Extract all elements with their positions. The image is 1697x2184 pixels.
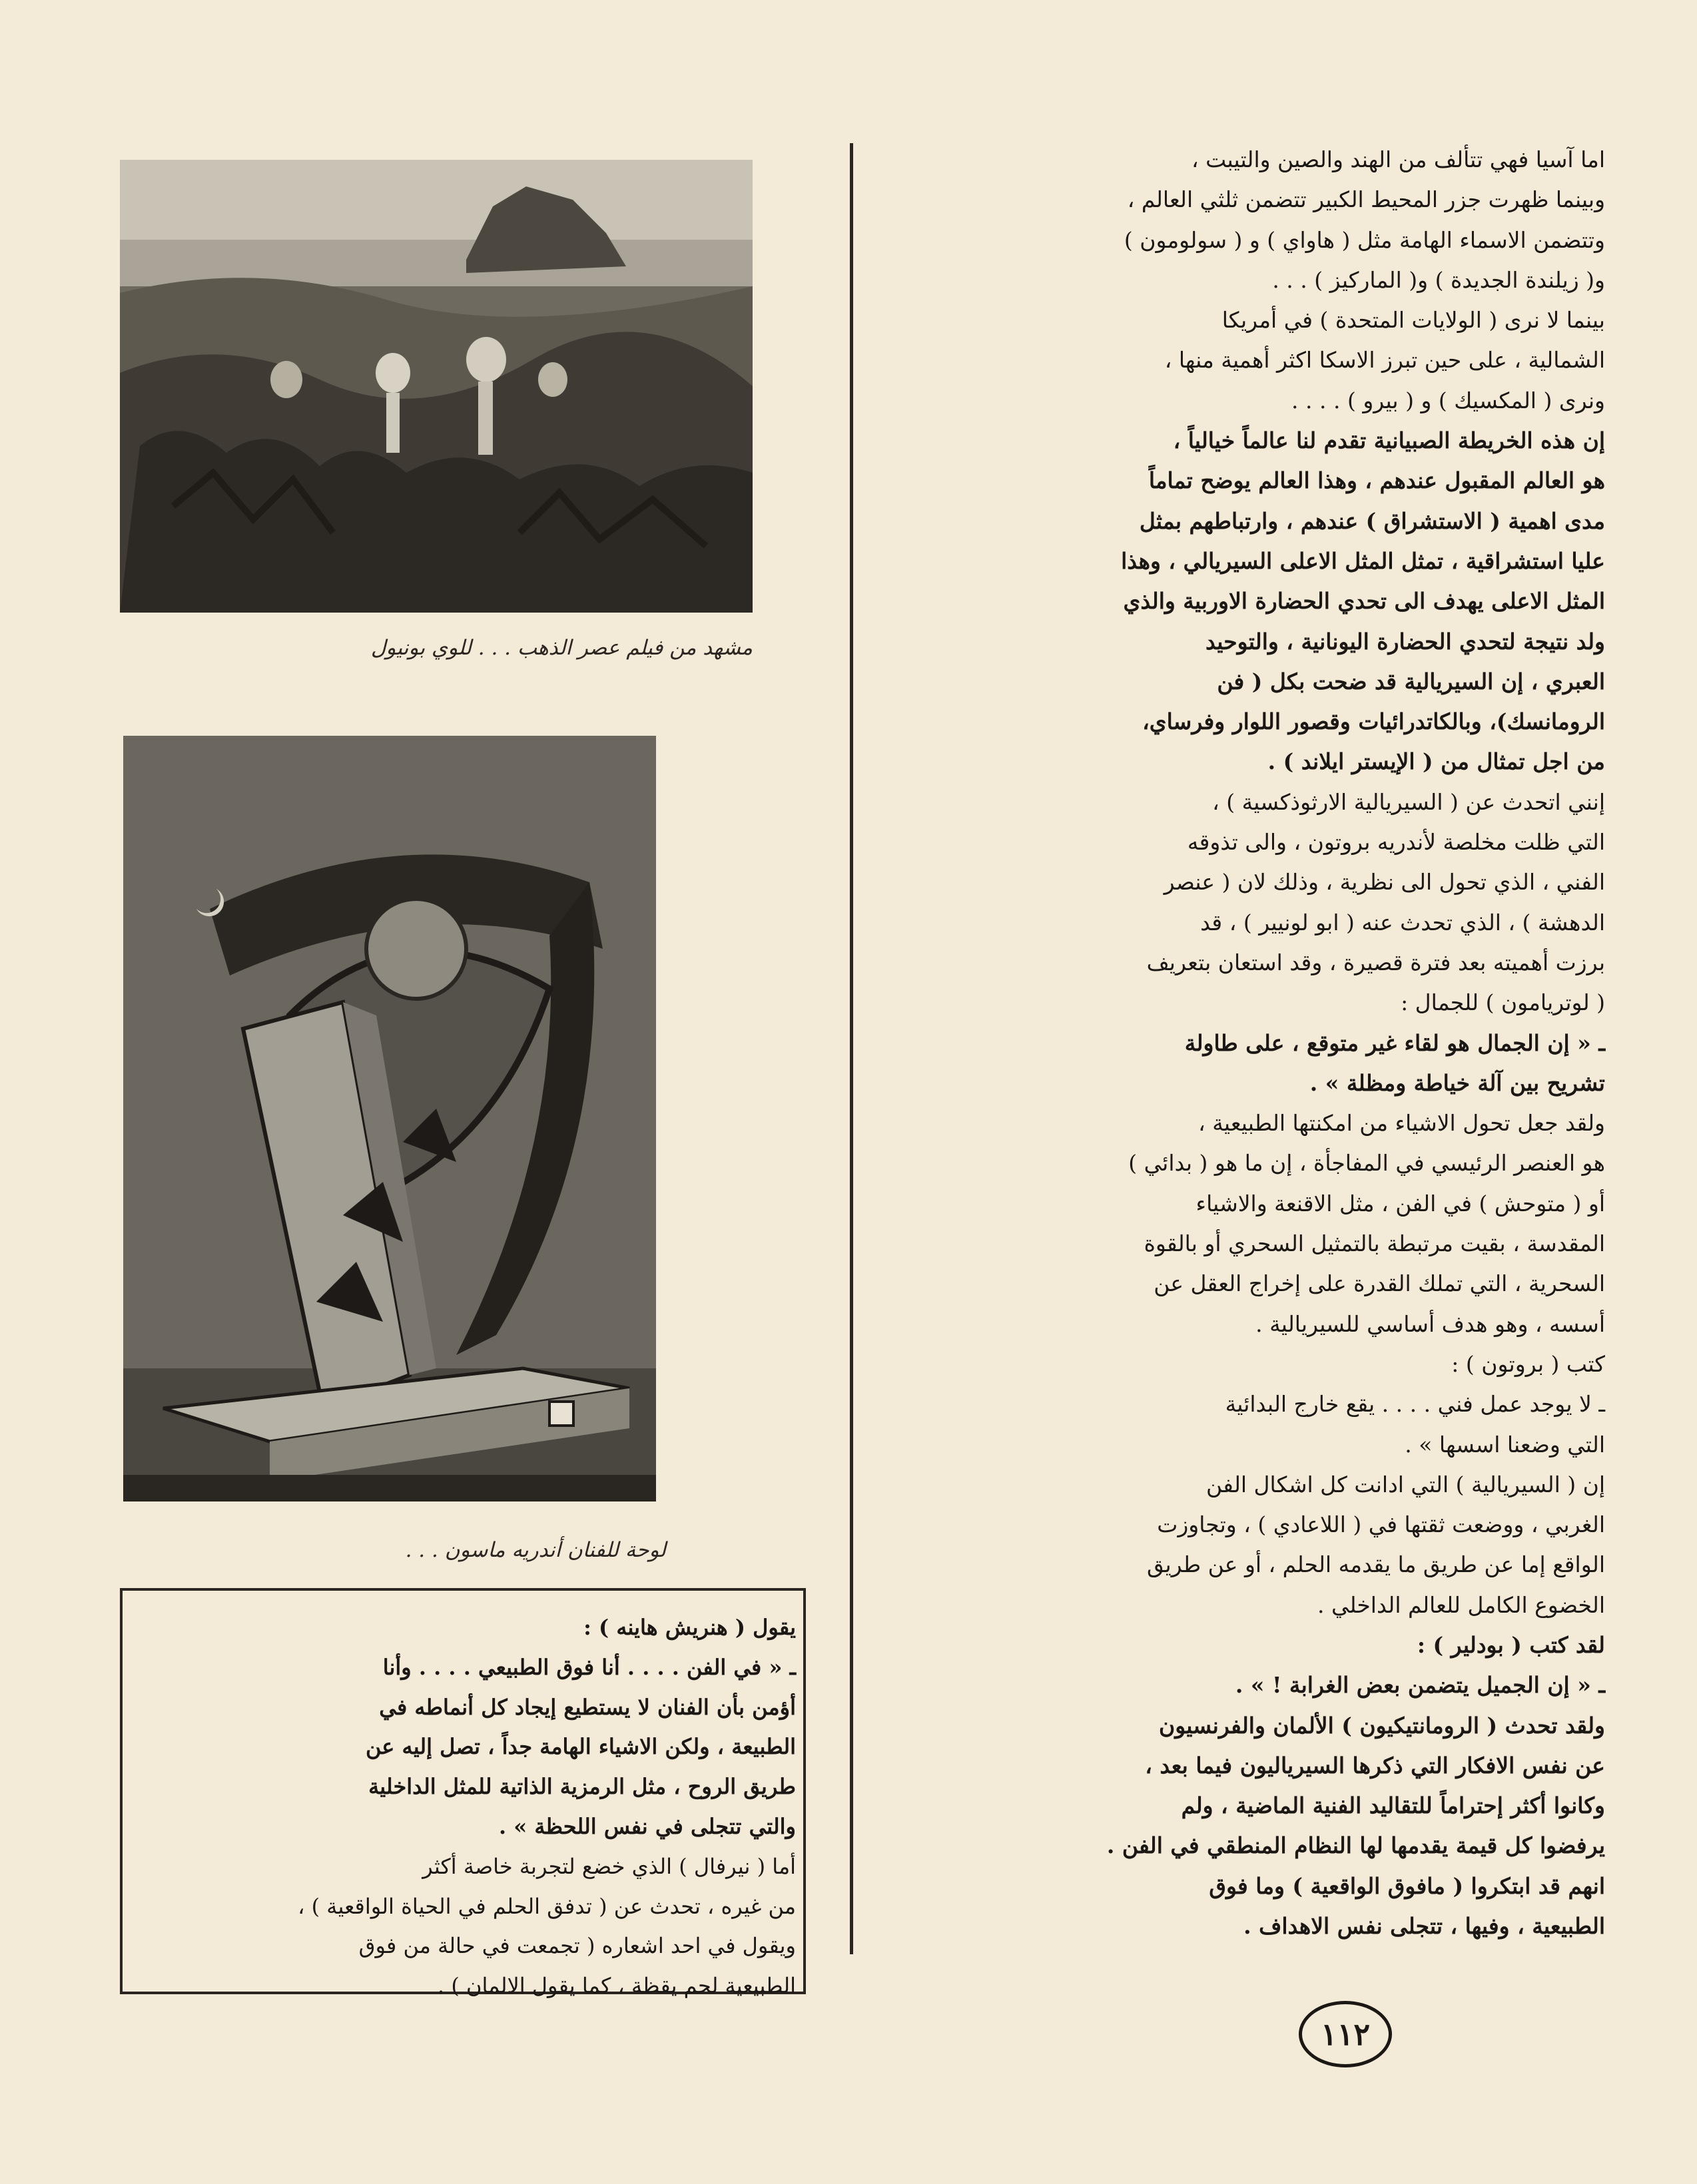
text-line: ( لوتريامون ) للجمال :: [1401, 989, 1605, 1016]
text-line: وكانوا أكثر إحتراماً للتقاليد الفنية الماضية ، ولم: [1181, 1792, 1605, 1819]
text-line: إن ( السيريالية ) التي ادانت كل اشكال الفن: [1206, 1471, 1605, 1498]
text-line: إن هذه الخريطة الصبيانية تقدم لنا عالماً خيالياً ،: [1173, 427, 1605, 454]
text-line: ولقد جعل تحول الاشياء من امكنتها الطبيعية ،: [1198, 1110, 1605, 1137]
text-line: الواقع إما عن طريق ما يقدمه الحلم ، أو عن طريق: [1146, 1551, 1605, 1578]
text-line: انهم قد ابتكروا ( مافوق الواقعية ) وما فوق: [1209, 1872, 1605, 1899]
film-still-photo: [120, 160, 753, 613]
text-line: برزت أهميته بعد فترة قصيرة ، وقد استعان بتعريف: [1146, 949, 1605, 975]
text-line: ولقد تحدث ( الرومانتيكيون ) الألمان والفرنسيون: [1158, 1712, 1605, 1739]
text-line: أؤمن بأن الفنان لا يستطيع إيجاد كل أنماطه في: [379, 1694, 796, 1720]
text-line: أما ( نيرفال ) الذي خضع لتجربة خاصة أكثر: [422, 1853, 796, 1879]
text-line: التي ظلت مخلصة لأندريه بروتون ، والى تذوقه: [1187, 829, 1605, 856]
text-line: طريق الروح ، مثل الرمزية الذاتية للمثل الداخلية: [368, 1774, 796, 1800]
text-line: اما آسيا فهي تتألف من الهند والصين والتيبت ،: [1191, 146, 1605, 172]
text-line: ـ « في الفن . . . . أنا فوق الطبيعي . . . . وأنا: [382, 1654, 796, 1680]
text-line: إنني اتحدث عن ( السيريالية الارثوذكسية ) ،: [1212, 788, 1605, 815]
text-line: الغربي ، ووضعت ثقتها في ( اللاعادي ) ، وتجاوزت: [1157, 1511, 1605, 1538]
text-line: ـ « إن الجميل يتضمن بعض الغرابة ! » .: [1235, 1672, 1605, 1699]
text-line: من غيره ، تحدث عن ( تدفق الحلم في الحياة الواقعية ) ،: [298, 1893, 796, 1919]
text-line: الخضوع الكامل للعالم الداخلي .: [1317, 1591, 1605, 1618]
text-line: السحرية ، التي تملك القدرة على إخراج العقل عن: [1154, 1270, 1605, 1297]
text-line: من اجل تمثال من ( الإيستر ايلاند ) .: [1267, 748, 1605, 775]
text-line: هو العنصر الرئيسي في المفاجأة ، إن ما هو ( بدائي ): [1128, 1150, 1605, 1177]
column-divider: [850, 143, 853, 1954]
text-line: الشمالية ، على حين تبرز الاسكا اكثر أهمية منها ،: [1164, 347, 1605, 374]
text-line: ـ « إن الجمال هو لقاء غير متوقع ، على طاولة: [1184, 1029, 1605, 1056]
text-line: يرفضوا كل قيمة يقدمها لها النظام المنطقي في الفن .: [1106, 1832, 1605, 1859]
text-line: يقول ( هنريش هاينه ) :: [583, 1615, 796, 1640]
masson-painting: [123, 736, 656, 1502]
text-line: لقد كتب ( بودلير ) :: [1417, 1631, 1605, 1658]
text-line: الطبيعية ، وفيها ، تتجلى نفس الاهداف .: [1243, 1913, 1605, 1940]
text-line: المقدسة ، بقيت مرتبطة بالتمثيل السحري أو بالقوة: [1144, 1230, 1605, 1257]
right-article-column: [866, 140, 1605, 1946]
text-line: تشريح بين آلة خياطة ومظلة » .: [1309, 1069, 1605, 1096]
text-line: الفني ، الذي تحول الى نظرية ، وذلك لان ( عنصر: [1164, 869, 1605, 896]
text-line: عليا استشراقية ، تمثل المثل الاعلى السيريالي ، وهذا: [1121, 547, 1605, 574]
text-line: التي وضعنا اسسها » .: [1405, 1431, 1605, 1458]
text-line: الرومانسك)، وبالكاتدرائيات وقصور اللوار وفرساي،: [1142, 708, 1605, 735]
text-line: الطبيعية لحم يقظة ، كما يقول الالمان ) .: [437, 1973, 796, 1999]
text-line: أسسه ، وهو هدف أساسي للسيريالية .: [1255, 1310, 1605, 1337]
text-line: أو ( متوحش ) في الفن ، مثل الاقنعة والاشياء: [1195, 1190, 1605, 1217]
quote-box-text: [140, 1608, 796, 2006]
text-line: العبري ، إن السيريالية قد ضحت بكل ( فن: [1217, 668, 1605, 694]
text-line: ولد نتيجة لتحدي الحضارة اليونانية ، والتوحيد: [1205, 628, 1605, 655]
painting-caption: لوحة للفنان أندريه ماسون . . .: [405, 1538, 666, 1562]
text-line: وتتضمن الاسماء الهامة مثل ( هاواي ) و ( سولومون ): [1124, 226, 1605, 253]
text-line: الدهشة ) ، الذي تحدث عنه ( ابو لونيير ) ، قد: [1200, 909, 1605, 936]
text-line: عن نفس الافكار التي ذكرها السيرياليون فيما بعد ،: [1145, 1752, 1605, 1778]
text-line: المثل الاعلى يهدف الى تحدي الحضارة الاوربية والذي: [1123, 588, 1605, 615]
photo-caption: مشهد من فيلم عصر الذهب . . . للوي بونيول: [370, 636, 753, 660]
text-line: هو العالم المقبول عندهم ، وهذا العالم يوضح تماماً: [1148, 467, 1605, 494]
text-line: وبينما ظهرت جزر المحيط الكبير تتضمن ثلثي العالم ،: [1127, 186, 1605, 213]
text-line: و( زيلندة الجديدة ) و( الماركيز ) . . .: [1272, 266, 1605, 293]
text-line: ونرى ( المكسيك ) و ( بيرو ) . . . .: [1291, 387, 1605, 413]
text-line: الطبيعة ، ولكن الاشياء الهامة جداً ، تصل إليه عن: [365, 1734, 796, 1760]
text-line: والتي تتجلى في نفس اللحظة » .: [498, 1813, 796, 1839]
page-number: ١١٢: [1299, 2001, 1392, 2067]
text-line: ويقول في احد اشعاره ( تجمعت في حالة من فوق: [358, 1933, 796, 1959]
text-line: ـ لا يوجد عمل فني . . . . يقع خارج البدائية: [1225, 1391, 1605, 1418]
text-line: بينما لا نرى ( الولايات المتحدة ) في أمريكا: [1221, 307, 1605, 334]
text-line: مدى اهمية ( الاستشراق ) عندهم ، وارتباطهم بمثل: [1139, 507, 1605, 534]
text-line: كتب ( بروتون ) :: [1451, 1350, 1605, 1377]
